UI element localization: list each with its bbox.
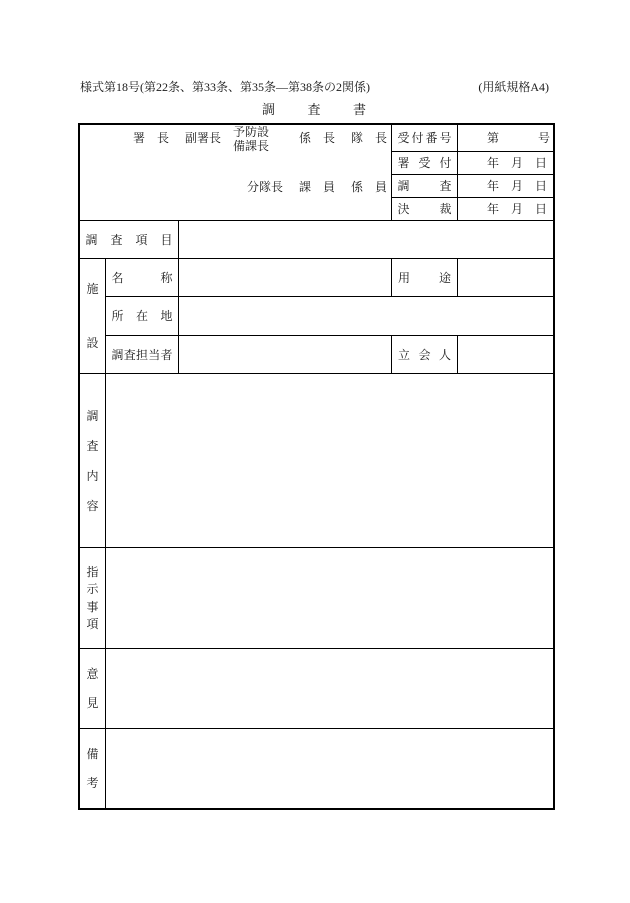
label-character: 月 <box>510 202 523 216</box>
instructions-label <box>86 566 100 630</box>
remarks-field <box>105 728 554 809</box>
inspection-date-field <box>457 174 554 198</box>
decision-label-cell <box>391 197 458 221</box>
label-character: 年 <box>487 202 500 216</box>
label-character: 項 <box>86 616 99 631</box>
label-character: 設 <box>86 336 99 350</box>
approval-deputy-chief-label <box>185 131 221 145</box>
label-character: 称 <box>160 270 173 285</box>
label-character: 示 <box>86 582 99 597</box>
label-character: 施 <box>86 282 99 296</box>
witness-field <box>457 335 554 374</box>
inspection-content-label-cell <box>79 373 106 548</box>
decision-date <box>487 202 547 216</box>
label-character: 隊 <box>259 180 272 194</box>
label-character: 査 <box>439 179 452 193</box>
label-character: 査 <box>307 102 321 117</box>
label-character: 地 <box>160 309 173 323</box>
decision-date-field <box>457 197 554 221</box>
station-receipt-date <box>487 156 547 170</box>
label-character: 署 <box>397 156 410 170</box>
label-character: 決 <box>397 202 410 216</box>
station-receipt-label-cell <box>391 151 458 175</box>
facility-label-cell <box>79 258 106 374</box>
label-character: 意 <box>86 667 99 681</box>
label-character: 係 <box>299 131 312 145</box>
label-character: 容 <box>86 498 99 513</box>
label-character: 者 <box>160 347 173 362</box>
label-character: 受 <box>397 131 410 145</box>
station-receipt-date-field <box>457 151 554 175</box>
document-title <box>262 103 366 117</box>
label-character: 備 <box>86 747 99 761</box>
label-character: 付 <box>439 156 452 170</box>
inspection-label-cell <box>391 174 458 198</box>
inspection-content-field <box>105 373 554 548</box>
label-character: 裁 <box>439 202 452 216</box>
label-character: 分 <box>247 180 260 194</box>
inspection-content-label <box>86 410 100 512</box>
instructions-field <box>105 547 554 649</box>
approval-subsection-chief-label <box>299 131 335 145</box>
approval-squad-leader-label <box>351 131 387 145</box>
label-character: 付 <box>411 131 424 145</box>
facility-location-label-cell <box>105 296 179 336</box>
label-character: 事 <box>86 599 99 614</box>
witness-label-cell <box>391 335 458 374</box>
paper-size-note: (用紙規格A4) <box>478 80 549 94</box>
inspection-date <box>487 179 547 193</box>
label-character: 査 <box>123 347 136 362</box>
witness-label <box>398 348 451 362</box>
label-character: 月 <box>510 179 523 193</box>
facility-location-field <box>178 296 554 336</box>
inspection-items-label <box>86 233 173 247</box>
label-character: 長 <box>322 131 335 145</box>
label-character: 年 <box>487 179 500 193</box>
facility-name-field <box>178 258 392 297</box>
label-character: 見 <box>86 696 99 710</box>
label-character: 長 <box>156 131 169 145</box>
label-character: 人 <box>438 347 451 362</box>
receipt-number-prefix: 第 <box>487 131 500 145</box>
label-character: 員 <box>374 180 387 194</box>
label-character: 長 <box>209 131 222 145</box>
opinion-label <box>86 668 100 709</box>
inspector-label-cell <box>105 335 179 374</box>
label-character: 名 <box>111 270 124 285</box>
station-receipt-label <box>398 156 452 170</box>
label-character: 副 <box>185 131 198 145</box>
label-character: 署 <box>133 131 146 145</box>
decision-label <box>398 202 452 216</box>
label-character: 長 <box>271 180 284 194</box>
label-character: 内 <box>86 468 99 483</box>
approval-prevention-section-chief-label: 予防設備課長 <box>233 125 270 153</box>
label-character: 途 <box>438 270 451 285</box>
remarks-label-cell <box>79 728 106 809</box>
label-character: 日 <box>534 202 547 216</box>
label-character: 担 <box>135 347 148 362</box>
label-character: 課 <box>299 180 312 194</box>
facility-use-label <box>398 271 451 285</box>
label-character: 員 <box>322 180 335 194</box>
opinion-label-cell <box>79 648 106 729</box>
inspection-items-label-cell <box>79 220 179 259</box>
facility-use-label-cell <box>391 258 458 297</box>
label-character: 査 <box>110 232 123 247</box>
label-character: 長 <box>374 131 387 145</box>
label-character: 調 <box>85 232 98 247</box>
receipt-number-field <box>457 124 554 152</box>
label-character: 調 <box>262 102 276 117</box>
receipt-number-label <box>398 131 452 145</box>
facility-name-label <box>112 271 173 285</box>
label-character: 番 <box>425 131 438 145</box>
label-character: 日 <box>534 156 547 170</box>
opinion-field <box>105 648 554 729</box>
label-character: 在 <box>135 309 148 323</box>
label-character: 調 <box>111 347 124 362</box>
form-number: 様式第18号(第22条、第33条、第35条―第38条の2関係) <box>80 80 370 94</box>
approval-subsection-staff-label <box>351 180 387 194</box>
label-character: 調 <box>86 408 99 423</box>
label-character: 月 <box>510 156 523 170</box>
approval-stamp-area <box>79 124 392 221</box>
label-character: 目 <box>160 232 173 247</box>
label-character: 査 <box>86 438 99 453</box>
approval-chief-label <box>133 131 169 145</box>
label-character: 署 <box>197 131 210 145</box>
label-character: 号 <box>439 131 452 145</box>
facility-label <box>86 283 100 349</box>
approval-section-staff-label <box>299 180 335 194</box>
label-character: 調 <box>397 179 410 193</box>
inspector-label <box>112 348 173 362</box>
inspection-label <box>398 179 452 193</box>
label-character: 隊 <box>351 131 364 145</box>
label-character: 所 <box>111 309 124 323</box>
receipt-number-suffix: 号 <box>537 131 550 145</box>
label-character: 立 <box>398 347 411 362</box>
label-character: 項 <box>135 232 148 247</box>
label-character: 会 <box>418 347 431 362</box>
approval-platoon-leader-label <box>247 180 283 194</box>
facility-location-label <box>112 309 173 323</box>
label-character: 受 <box>418 156 431 170</box>
label-character: 指 <box>86 565 99 579</box>
receipt-number-label-cell <box>391 124 458 152</box>
label-character: 用 <box>398 270 411 285</box>
receipt-number-template <box>487 131 550 145</box>
inspector-field <box>178 335 392 374</box>
label-character: 当 <box>148 347 161 362</box>
facility-name-label-cell <box>105 258 179 297</box>
instructions-label-cell <box>79 547 106 649</box>
inspection-items-field <box>178 220 554 259</box>
label-character: 考 <box>86 776 99 790</box>
label-character: 年 <box>487 156 500 170</box>
label-character: 書 <box>352 102 366 117</box>
facility-use-field <box>457 258 554 297</box>
label-character: 係 <box>351 180 364 194</box>
label-character: 日 <box>534 179 547 193</box>
remarks-label <box>86 748 100 789</box>
